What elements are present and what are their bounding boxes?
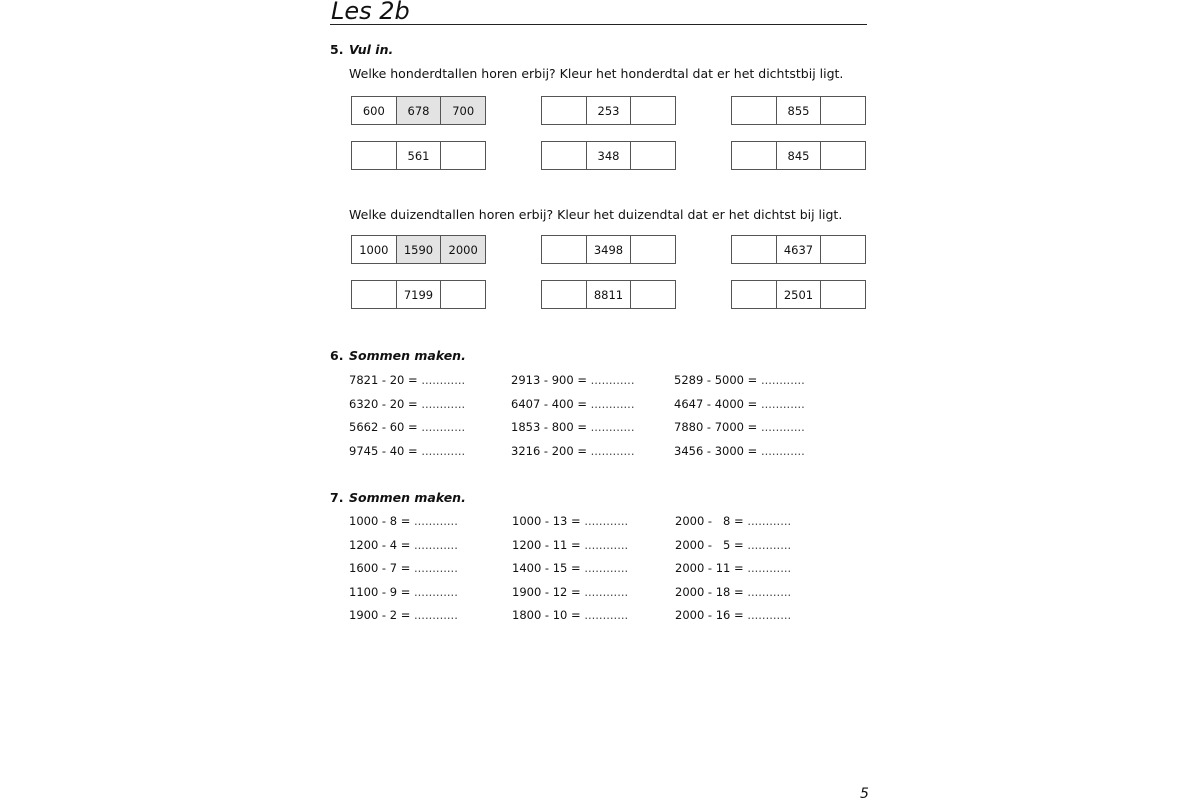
page-title: Les 2b bbox=[331, 0, 410, 25]
thousands-number-cell: 7199 bbox=[396, 281, 441, 308]
sum-line bbox=[511, 373, 635, 387]
sum-expression: 1200 - 4 = bbox=[349, 537, 411, 552]
hundreds-upper-value-cell[interactable] bbox=[630, 97, 675, 124]
answer-field[interactable]: ............ bbox=[414, 514, 458, 528]
answer-field[interactable]: ............ bbox=[760, 420, 805, 434]
answer-field[interactable]: ............ bbox=[421, 396, 466, 411]
thousands-lower-value-cell[interactable] bbox=[352, 281, 396, 308]
sum-expression: 2913 - 900 = bbox=[511, 373, 587, 387]
title-underline bbox=[330, 24, 867, 25]
hundreds-lower-value-cell[interactable]: 600 bbox=[352, 97, 396, 124]
thousands-number-cell: 3498 bbox=[586, 236, 631, 263]
thousands-box bbox=[351, 280, 486, 309]
sum-line bbox=[511, 444, 635, 458]
sum-line bbox=[349, 608, 458, 622]
sum-line bbox=[349, 444, 465, 458]
sum-expression: 2000 - 11 = bbox=[675, 561, 744, 575]
hundreds-upper-value-cell[interactable] bbox=[820, 97, 865, 124]
sum-line bbox=[675, 514, 791, 528]
answer-field[interactable]: ............ bbox=[760, 443, 805, 458]
sum-expression: 6407 - 400 = bbox=[511, 396, 587, 411]
thousands-upper-value-cell[interactable] bbox=[820, 236, 865, 263]
thousands-number-cell: 2501 bbox=[776, 281, 821, 308]
page-number: 5 bbox=[860, 786, 869, 802]
exercise-7-heading bbox=[330, 490, 466, 506]
thousands-number-cell: 8811 bbox=[586, 281, 631, 308]
instruction-hundreds: Welke honderdtallen horen erbij? Kleur het honderdtal dat er het dichtstbij ligt. bbox=[349, 66, 844, 81]
answer-field[interactable]: ............ bbox=[747, 584, 792, 599]
thousands-upper-value-cell[interactable] bbox=[630, 281, 675, 308]
hundreds-box bbox=[731, 96, 866, 125]
answer-field[interactable]: ............ bbox=[590, 420, 635, 434]
answer-field[interactable]: ............ bbox=[747, 514, 792, 528]
thousands-box bbox=[541, 280, 676, 309]
sum-expression: 1900 - 12 = bbox=[512, 584, 581, 599]
sum-expression: 1800 - 10 = bbox=[512, 608, 581, 622]
hundreds-number-cell: 845 bbox=[776, 142, 821, 169]
answer-field[interactable]: ............ bbox=[584, 561, 629, 575]
sum-line bbox=[674, 420, 805, 434]
thousands-upper-value-cell[interactable] bbox=[630, 236, 675, 263]
hundreds-lower-value-cell[interactable] bbox=[352, 142, 396, 169]
hundreds-lower-value-cell[interactable] bbox=[542, 142, 586, 169]
thousands-lower-value-cell[interactable] bbox=[542, 281, 586, 308]
sum-line bbox=[512, 514, 628, 528]
sum-expression: 9745 - 40 = bbox=[349, 443, 418, 458]
thousands-upper-value-cell[interactable] bbox=[820, 281, 865, 308]
hundreds-box bbox=[541, 96, 676, 125]
sum-expression: 6320 - 20 = bbox=[349, 396, 418, 411]
exercise-6-heading bbox=[330, 348, 466, 364]
sum-line bbox=[511, 397, 635, 411]
sum-expression: 4647 - 4000 = bbox=[674, 396, 758, 411]
thousands-number-cell: 1590 bbox=[396, 236, 441, 263]
sum-expression: 1000 - 13 = bbox=[512, 514, 581, 528]
thousands-upper-value-cell[interactable]: 2000 bbox=[440, 236, 485, 263]
sum-line bbox=[349, 373, 465, 387]
answer-field[interactable]: ............ bbox=[590, 373, 635, 387]
sum-expression: 2000 - 8 = bbox=[675, 514, 744, 528]
sum-expression: 1853 - 800 = bbox=[511, 420, 587, 434]
sum-line bbox=[349, 561, 458, 575]
hundreds-number-cell: 855 bbox=[776, 97, 821, 124]
answer-field[interactable]: ............ bbox=[747, 608, 792, 622]
hundreds-box bbox=[351, 141, 486, 170]
hundreds-upper-value-cell[interactable] bbox=[630, 142, 675, 169]
sum-expression: 3216 - 200 = bbox=[511, 443, 587, 458]
exercise-7-title: Sommen maken. bbox=[349, 490, 466, 505]
sum-line bbox=[511, 420, 635, 434]
sum-expression: 1400 - 15 = bbox=[512, 561, 581, 575]
sum-expression: 1200 - 11 = bbox=[512, 537, 581, 552]
sum-line bbox=[349, 397, 465, 411]
answer-field[interactable]: ............ bbox=[590, 396, 635, 411]
answer-field[interactable]: ............ bbox=[421, 420, 466, 434]
answer-field[interactable]: ............ bbox=[747, 537, 792, 552]
sum-line bbox=[674, 444, 805, 458]
answer-field[interactable]: ............ bbox=[414, 608, 458, 622]
thousands-number-cell: 4637 bbox=[776, 236, 821, 263]
hundreds-box bbox=[731, 141, 866, 170]
sum-expression: 7880 - 7000 = bbox=[674, 420, 758, 434]
sum-expression: 2000 - 5 = bbox=[675, 537, 744, 552]
exercise-7-number: 7. bbox=[330, 490, 344, 505]
exercise-6-number: 6. bbox=[330, 348, 344, 363]
thousands-lower-value-cell[interactable]: 1000 bbox=[352, 236, 396, 263]
thousands-upper-value-cell[interactable] bbox=[440, 281, 485, 308]
sum-line bbox=[675, 608, 791, 622]
exercise-6-title: Sommen maken. bbox=[349, 348, 466, 363]
answer-field[interactable]: ............ bbox=[590, 443, 635, 458]
sum-expression: 1600 - 7 = bbox=[349, 561, 411, 575]
hundreds-box bbox=[541, 141, 676, 170]
thousands-lower-value-cell[interactable] bbox=[732, 236, 776, 263]
answer-field[interactable]: ............ bbox=[584, 514, 629, 528]
answer-field[interactable]: ............ bbox=[421, 373, 466, 387]
thousands-box bbox=[731, 235, 866, 264]
sum-line bbox=[349, 420, 465, 434]
hundreds-box bbox=[351, 96, 486, 125]
sum-line bbox=[512, 608, 628, 622]
answer-field[interactable]: ............ bbox=[760, 373, 805, 387]
sum-line bbox=[675, 585, 791, 599]
hundreds-number-cell: 678 bbox=[396, 97, 441, 124]
sum-expression: 5289 - 5000 = bbox=[674, 373, 758, 387]
hundreds-number-cell: 561 bbox=[396, 142, 441, 169]
hundreds-number-cell: 253 bbox=[586, 97, 631, 124]
exercise-5-number: 5. bbox=[330, 42, 344, 57]
answer-field[interactable]: ............ bbox=[584, 584, 629, 599]
sum-expression: 3456 - 3000 = bbox=[674, 443, 758, 458]
instruction-thousands: Welke duizendtallen horen erbij? Kleur het duizendtal dat er het dichtst bij ligt. bbox=[349, 207, 843, 222]
hundreds-lower-value-cell[interactable] bbox=[732, 97, 776, 124]
hundreds-upper-value-cell[interactable]: 700 bbox=[440, 97, 485, 124]
sum-line bbox=[674, 373, 805, 387]
answer-field[interactable]: ............ bbox=[414, 584, 458, 599]
sum-expression: 1900 - 2 = bbox=[349, 608, 411, 622]
thousands-box bbox=[541, 235, 676, 264]
hundreds-lower-value-cell[interactable] bbox=[542, 97, 586, 124]
hundreds-lower-value-cell[interactable] bbox=[732, 142, 776, 169]
answer-field[interactable]: ............ bbox=[747, 561, 792, 575]
thousands-box bbox=[351, 235, 486, 264]
sum-line bbox=[349, 585, 458, 599]
answer-field[interactable]: ............ bbox=[760, 396, 805, 411]
answer-field[interactable]: ............ bbox=[421, 443, 466, 458]
thousands-box bbox=[731, 280, 866, 309]
sum-expression: 2000 - 18 = bbox=[675, 584, 744, 599]
sum-expression: 5662 - 60 = bbox=[349, 420, 418, 434]
hundreds-number-cell: 348 bbox=[586, 142, 631, 169]
answer-field[interactable]: ............ bbox=[584, 608, 629, 622]
sum-line bbox=[512, 561, 628, 575]
sum-line bbox=[675, 561, 791, 575]
sum-line bbox=[512, 585, 628, 599]
sum-line bbox=[674, 397, 805, 411]
exercise-5-title: Vul in. bbox=[349, 42, 394, 57]
thousands-lower-value-cell[interactable] bbox=[542, 236, 586, 263]
sum-expression: 1000 - 8 = bbox=[349, 514, 411, 528]
exercise-5-heading bbox=[330, 42, 393, 58]
hundreds-upper-value-cell[interactable] bbox=[820, 142, 865, 169]
answer-field[interactable]: ............ bbox=[414, 537, 458, 552]
sum-expression: 7821 - 20 = bbox=[349, 373, 418, 387]
sum-expression: 2000 - 16 = bbox=[675, 608, 744, 622]
sum-line bbox=[349, 514, 458, 528]
sum-line bbox=[675, 538, 791, 552]
sum-line bbox=[349, 538, 458, 552]
hundreds-upper-value-cell[interactable] bbox=[440, 142, 485, 169]
sum-expression: 1100 - 9 = bbox=[349, 584, 411, 599]
thousands-lower-value-cell[interactable] bbox=[732, 281, 776, 308]
answer-field[interactable]: ............ bbox=[584, 537, 629, 552]
sum-line bbox=[512, 538, 628, 552]
answer-field[interactable]: ............ bbox=[414, 561, 458, 575]
